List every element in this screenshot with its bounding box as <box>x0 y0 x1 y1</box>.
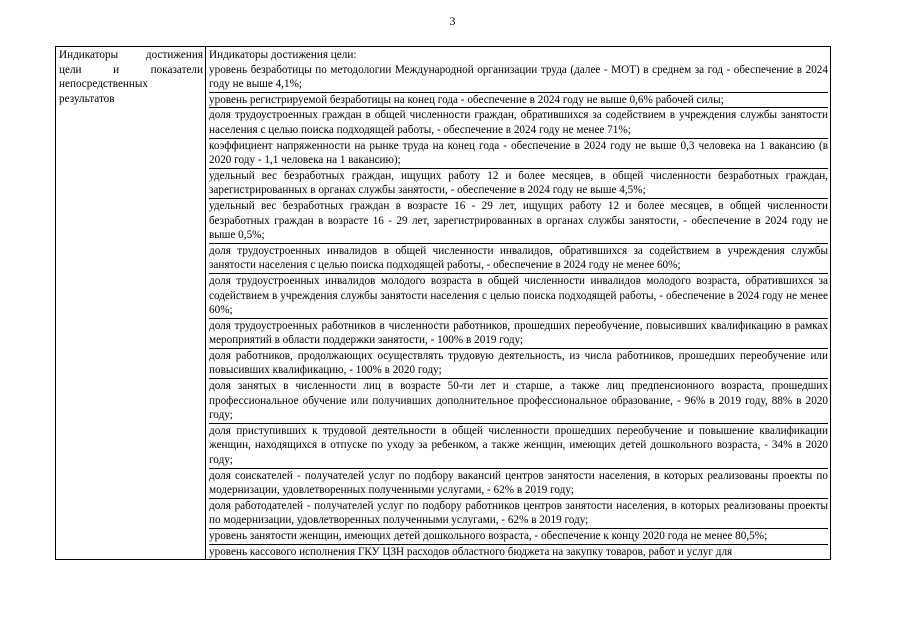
indicators-cell <box>206 47 831 560</box>
indicator-item: доля трудоустроенных граждан в общей численности граждан, обратившихся за содействием в учреждения службы занятости населения с целью поиска подходящей работы, - обеспечение в 2024 году не менее 71%; <box>209 109 828 136</box>
row-label-cell: Индикаторы достижения цели и показатели непосредственных результатов <box>56 47 206 560</box>
indicator-item: доля занятых в численности лиц в возрасте 50-ти лет и старше, а также лиц предпенсионного возраста, прошедших профессиональное обучение или получивших дополнительное профессиональное образование, - 96% в 2019 году, 88% в 2020 году; <box>209 380 828 422</box>
indicator-item: уровень регистрируемой безработицы на конец года - обеспечение в 2024 году не выше 0,6% рабочей силы; <box>209 92 828 108</box>
indicator-item: уровень кассового исполнения ГКУ ЦЗН расходов областного бюджета на закупку товаров, работ и услуг для <box>209 544 828 560</box>
indicator-item: доля соискателей - получателей услуг по подбору вакансий центров занятости населения, в которых реализованы проекты по модернизации, удовлетворенных полученными услугами, - 62% в 2019 году; <box>209 469 828 497</box>
passport-table <box>55 46 831 560</box>
indicator-item: уровень безработицы по методологии Международной организации труда (далее - МОТ) в среднем за год - обеспечение в 2024 году не выше 4,1%; <box>209 63 828 91</box>
indicator-item: доля работодателей - получателей услуг по подбору работников центров занятости населения, в которых реализованы проекты по модернизации, удовлетворенных полученными услугами, - 62% в 2019 году; <box>209 499 828 527</box>
indicator-item: удельный вес безработных граждан в возрасте 16 - 29 лет, ищущих работу 12 и более месяцев, в общей численности безработных граждан в возрасте 16 - 29 лет, зарегистрированных в органах службы занятости, - обеспечение в 2024 году не выше 0,5%; <box>209 199 828 242</box>
indicator-item: коэффициент напряженности на рынке труда на конец года - обеспечение в 2024 году не выше 0,3 человека на 1 вакансию (в 2020 году - 1,1 человека на 1 вакансию); <box>209 139 828 167</box>
indicator-item: удельный вес безработных граждан, ищущих работу 12 и более месяцев, в общей численности безработных граждан, зарегистрированных в органах службы занятости, - обеспечение в 2024 году не выше 4,5%; <box>209 169 828 197</box>
indicators-heading: Индикаторы достижения цели: <box>209 49 357 61</box>
indicator-item: доля трудоустроенных инвалидов молодого возраста в общей численности инвалидов молодого возраста, обратившихся за содействием в учреждения службы занятости населения с целью поиска подходящей работы, - обеспечение в 2024 году не менее 60%; <box>209 274 828 317</box>
indicator-item: уровень занятости женщин, имеющих детей дошкольного возраста, - обеспечение к концу 2020 года не менее 80,5%; <box>209 528 828 544</box>
indicator-item: доля работников, продолжающих осуществлять трудовую деятельность, из числа работников, прошедших переобучение или повысивших квалификацию, - 100% в 2020 году; <box>209 349 828 377</box>
indicator-item: доля трудоустроенных работников в численности работников, прошедших переобучение, повысивших квалификацию в рамках мероприятий в области поддержки занятости, - 100% в 2019 году; <box>209 319 828 347</box>
page-number: 3 <box>449 14 456 28</box>
indicator-item: доля приступивших к трудовой деятельности в общей численности прошедших переобучение и повышение квалификации женщин, находящихся в отпуске по уходу за ребенком, а также женщин, имеющих детей дошкольного возраста, - 34% в 2020 году; <box>209 424 828 467</box>
indicator-item: доля трудоустроенных инвалидов в общей численности инвалидов, обратившихся за содействием в учреждения службы занятости населения с целью поиска подходящей работы, - обеспечение в 2024 году не менее 60%; <box>209 244 828 272</box>
table-row <box>56 47 831 560</box>
indicator-list <box>209 63 828 560</box>
